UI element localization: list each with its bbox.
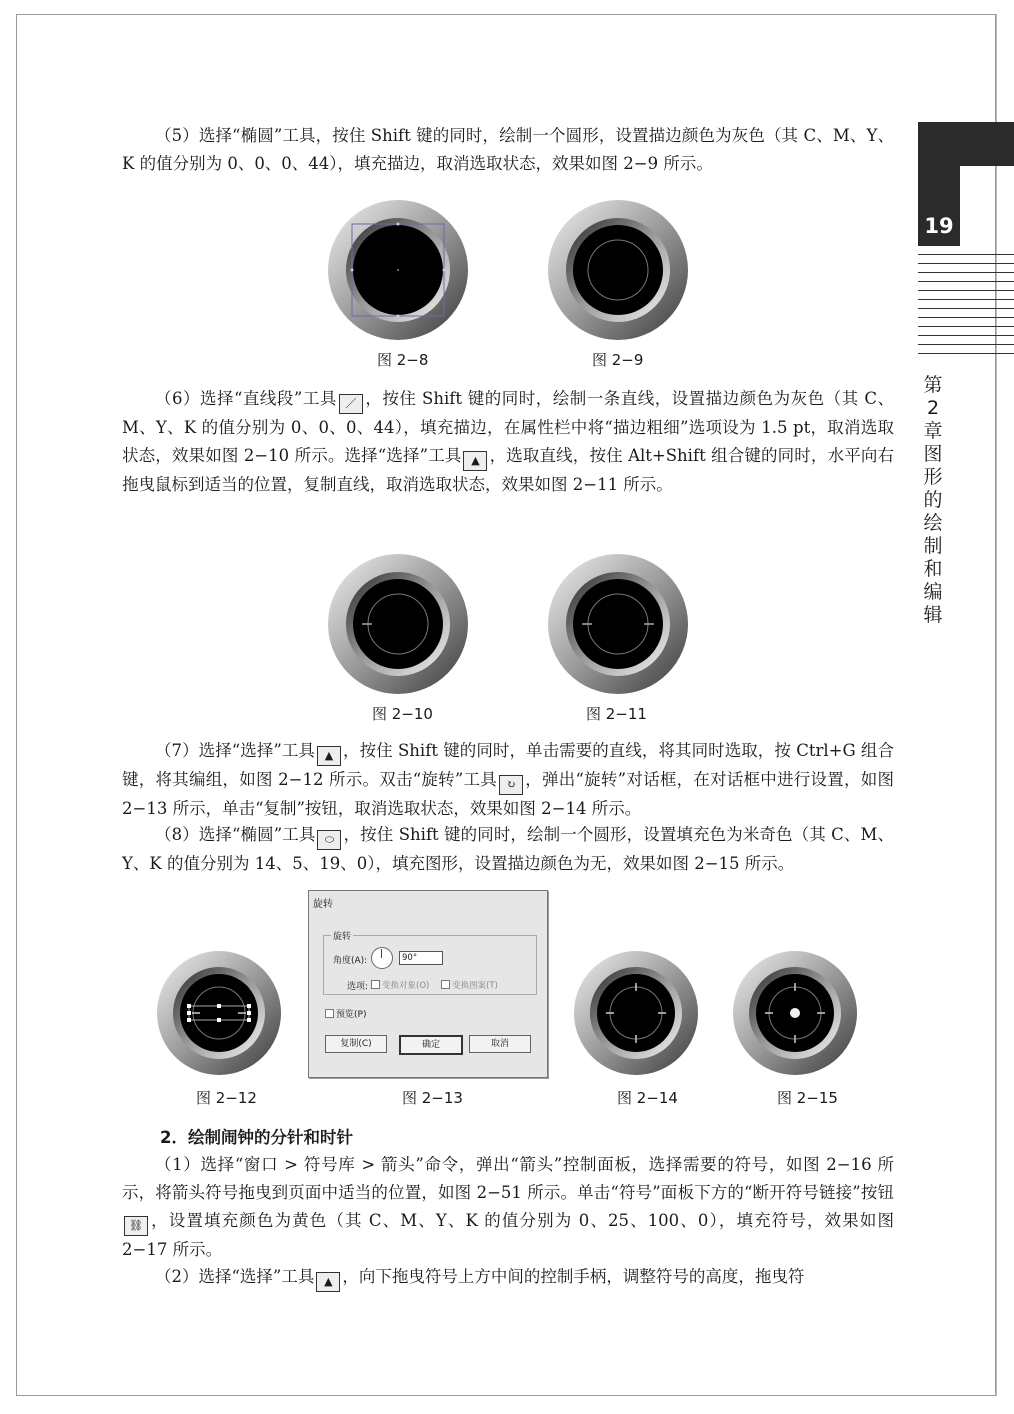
paragraph-step7 <box>122 737 894 823</box>
paragraph-step5 <box>122 122 894 178</box>
rotate-tool-icon: ↻ <box>499 775 523 795</box>
page-number: 19 <box>924 214 954 238</box>
angle-input[interactable]: 90° <box>399 951 443 965</box>
step6-text-a: （6）选择“直线段”工具 <box>155 389 337 408</box>
caption-2-14: 图 2−14 <box>617 1089 678 1107</box>
ok-button[interactable]: 确定 <box>399 1035 463 1055</box>
chapter-title-vertical: 第2章 图形的绘制和编辑 <box>923 374 943 626</box>
options-label: 选项: <box>347 982 369 992</box>
angle-label: 角度(A): <box>333 956 368 966</box>
figure-2-12 <box>156 950 282 1076</box>
step5-text: （5）选择“椭圆”工具，按住 Shift 键的同时，绘制一个圆形，设置描边颜色为灰色（其 C、M、Y、K 的值分别为 0、0、0、44），填充描边，取消选取状态，效果如图 2−9 所示。 <box>122 126 894 173</box>
step7-text-c: ，弹出“旋转”对话框，在对话框中进行设置，如图 2−13 所示，单击“复制”按钮，取消选取状态，效果如图 2−14 所示。 <box>122 770 894 818</box>
step7-text-a: （7）选择“选择”工具 <box>155 741 315 760</box>
figure-2-9 <box>546 198 690 342</box>
s2-step1-text-b: ，设置填充颜色为黄色（其 C、M、Y、K 的值分别为 0、25、100、0），填充符号，效果如图 2−17 所示。 <box>122 1211 894 1259</box>
s2-step2-text-b: ，向下拖曳符号上方中间的控制手柄，调整符号的高度，拖曳符 <box>342 1267 805 1286</box>
caption-2-8: 图 2−8 <box>377 351 429 369</box>
preview-label: 预览(P) <box>336 1010 367 1020</box>
ellipse-tool-icon: ⬭ <box>317 830 341 850</box>
line-segment-tool-icon: ／ <box>339 394 363 414</box>
caption-2-9: 图 2−9 <box>592 351 644 369</box>
figure-2-11 <box>546 552 690 696</box>
step6-text-b: ，按住 Shift 键的同时，绘制一条直线，设置描边颜色为灰色（其 C、M、Y、K 的值分别为 0、0、0、44），填充描边，在属性栏中将“描边粗细”选项设为 1.5 pt，取消选取状态，效果如图 2−10 所示。选择“选择”工具 <box>122 389 894 465</box>
rotate-group-label: 旋转 <box>331 929 353 942</box>
transform-patterns-option[interactable] <box>441 979 498 991</box>
figure-2-10 <box>326 552 470 696</box>
s2-step1-text-a: （1）选择“窗口 > 符号库 > 箭头”命令，弹出“箭头”控制面板，选择需要的符号，如图 2−16 所示，将箭头符号拖曳到页面中适当的位置，如图 2−51 所示。单击“符号”面板下方的“断开符号链接”按钮 <box>122 1155 894 1202</box>
break-link-icon: ⛓ <box>124 1216 148 1236</box>
figure-2-15 <box>732 950 858 1076</box>
transform-objects-label: 变换对象(O) <box>382 981 430 991</box>
paragraph-section2-step2 <box>122 1263 894 1292</box>
section-heading: 2．绘制闹钟的分针和时针 <box>160 1128 353 1147</box>
s2-step2-text-a: （2）选择“选择”工具 <box>155 1267 315 1286</box>
selection-tool-icon: ▲ <box>316 1272 340 1292</box>
caption-2-10: 图 2−10 <box>372 705 433 723</box>
transform-objects-option[interactable] <box>371 979 429 991</box>
caption-2-15: 图 2−15 <box>777 1089 838 1107</box>
paragraph-step6 <box>122 385 894 499</box>
paragraph-section2-step1 <box>122 1151 894 1264</box>
step8-text-a: （8）选择“椭圆”工具 <box>155 825 316 844</box>
angle-dial-icon[interactable] <box>371 947 393 969</box>
rotate-dialog <box>308 890 548 1078</box>
preview-checkbox[interactable] <box>325 1007 366 1020</box>
selection-tool-icon: ▲ <box>317 746 341 766</box>
transform-patterns-label: 变换图案(T) <box>452 981 498 991</box>
selection-tool-icon: ▲ <box>463 451 487 471</box>
step7-text-b: ，按住 Shift 键的同时，单击需要的直线，将其同时选取，按 Ctrl+G 组合键，将其编组，如图 2−12 所示。双击“旋转”工具 <box>122 741 894 789</box>
caption-2-13: 图 2−13 <box>402 1089 463 1107</box>
cancel-button[interactable]: 取消 <box>469 1035 531 1053</box>
copy-button[interactable]: 复制(C) <box>325 1035 387 1053</box>
caption-2-12: 图 2−12 <box>196 1089 257 1107</box>
caption-2-11: 图 2−11 <box>586 705 647 723</box>
dialog-title: 旋转 <box>313 899 333 910</box>
page-edge <box>996 14 997 1396</box>
paragraph-step8 <box>122 821 894 878</box>
figure-2-8 <box>326 198 470 342</box>
step6-text-c: ，选取直线，按住 Alt+Shift 组合键的同时，水平向右拖曳鼠标到适当的位置，复制直线，取消选取状态，效果如图 2−11 所示。 <box>122 446 894 494</box>
tab-rule-lines <box>918 246 1014 354</box>
step8-text-b: ，按住 Shift 键的同时，绘制一个圆形，设置填充色为米奇色（其 C、M、Y、K 的值分别为 14、5、19、0），填充图形，设置描边颜色为无，效果如图 2−15 所示。 <box>122 825 894 873</box>
figure-2-14 <box>573 950 699 1076</box>
chapter-tab-bar <box>918 122 1014 166</box>
